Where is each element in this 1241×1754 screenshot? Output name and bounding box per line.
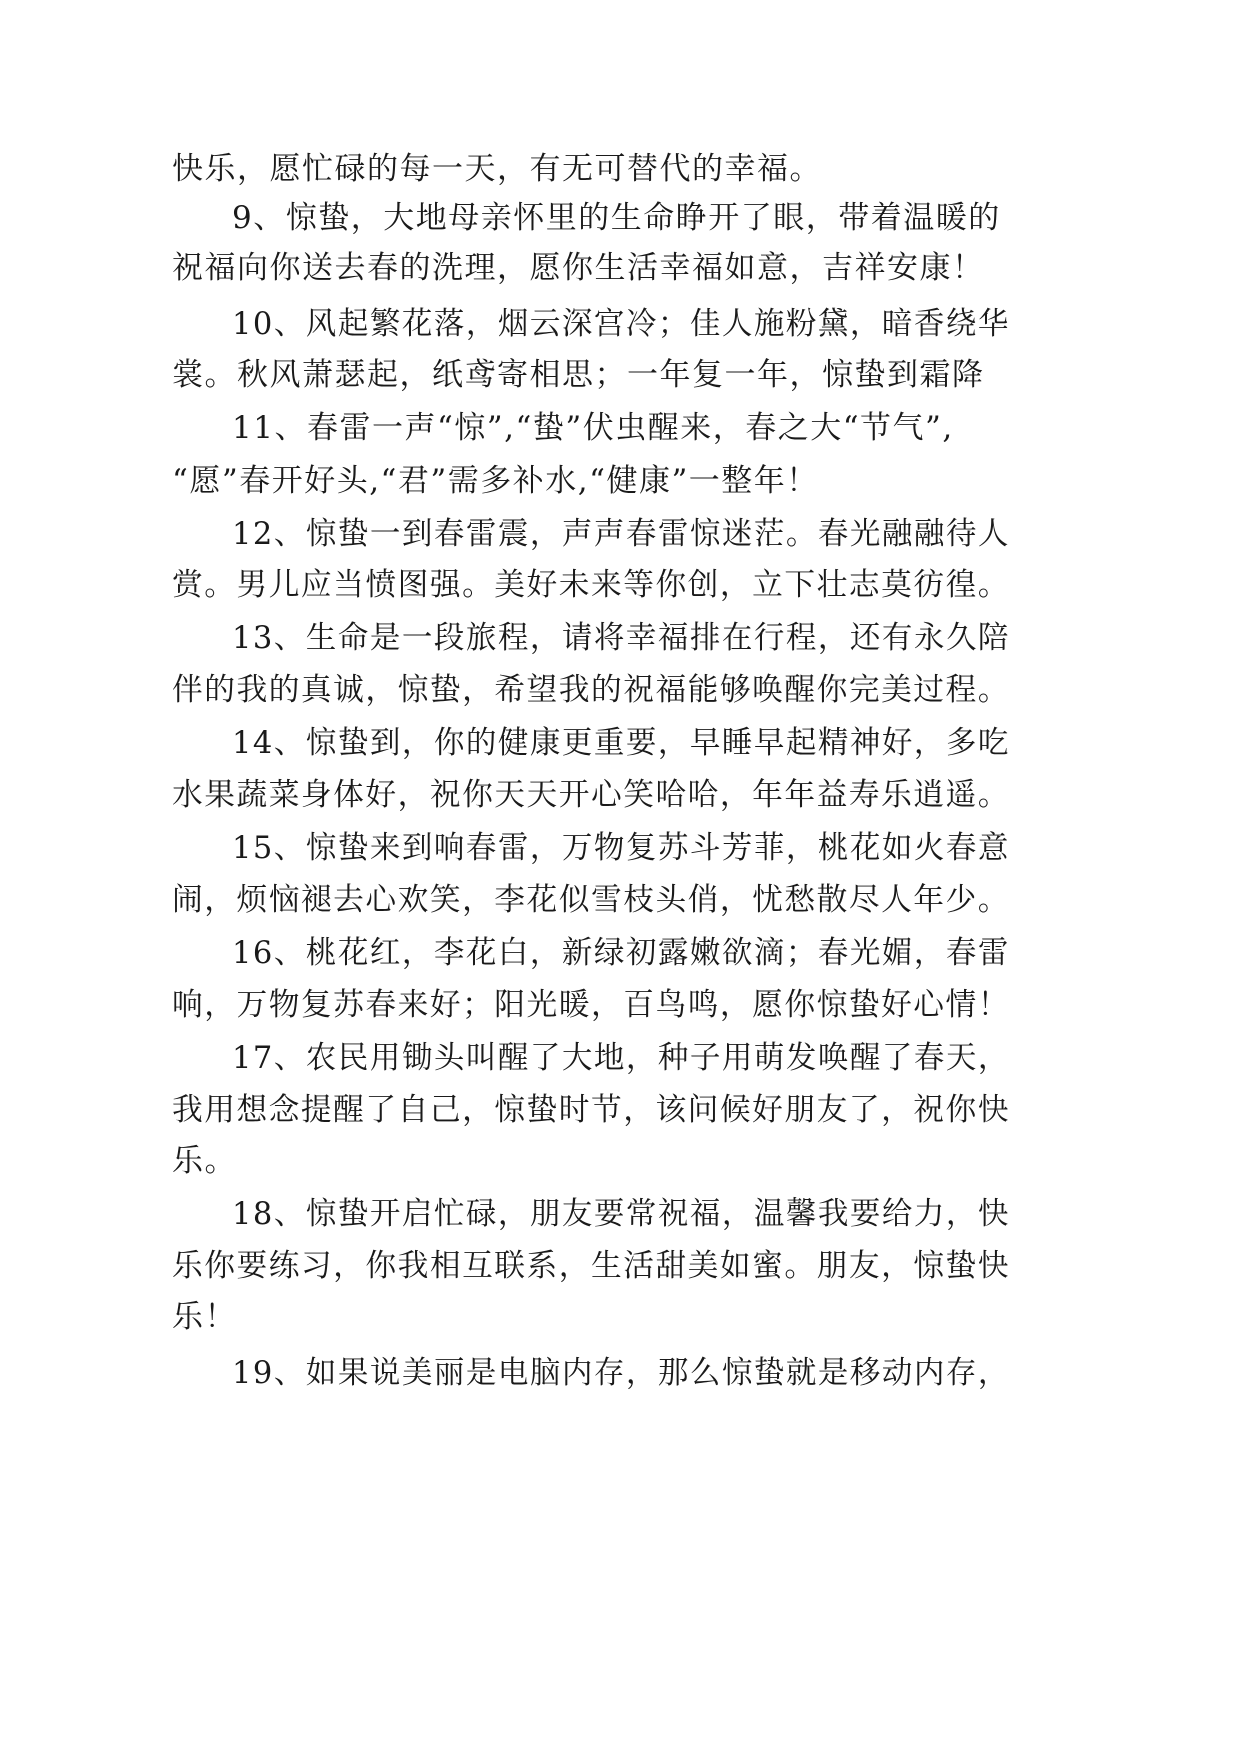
text-line: 13、生命是一段旅程，请将幸福排在行程，还有永久陪 bbox=[232, 620, 1010, 656]
text-line: 祝福向你送去春的洗理，愿你生活幸福如意，吉祥安康！ bbox=[172, 250, 985, 286]
text-line: 16、桃花红，李花白，新绿初露嫩欲滴；春光媚，春雷 bbox=[232, 935, 1010, 971]
text-line: 伴的我的真诚，惊蛰，希望我的祝福能够唤醒你完美过程。 bbox=[172, 672, 1010, 708]
text-line: 赏。男儿应当愤图强。美好未来等你创，立下壮志莫彷徨。 bbox=[172, 567, 1010, 603]
text-line: 11、春雷一声“惊”,“蛰”伏虫醒来，春之大“节气”, bbox=[232, 410, 954, 446]
text-line: 14、惊蛰到，你的健康更重要，早睡早起精神好，多吃 bbox=[232, 725, 1010, 761]
text-line: “愿”春开好头,“君”需多补水,“健康”一整年！ bbox=[172, 463, 819, 499]
text-line: 我用想念提醒了自己，惊蛰时节，该问候好朋友了，祝你快 bbox=[172, 1092, 1010, 1128]
text-line: 15、惊蛰来到响春雷，万物复苏斗芳菲，桃花如火春意 bbox=[232, 830, 1010, 866]
text-line: 裳。秋风萧瑟起，纸鸢寄相思；一年复一年，惊蛰到霜降 bbox=[172, 357, 985, 393]
text-line: 12、惊蛰一到春雷震，声声春雷惊迷茫。春光融融待人 bbox=[232, 516, 1010, 552]
text-line: 闹，烦恼褪去心欢笑，李花似雪枝头俏，忧愁散尽人年少。 bbox=[172, 882, 1010, 918]
text-line: 17、农民用锄头叫醒了大地，种子用萌发唤醒了春天， bbox=[232, 1040, 1010, 1076]
text-line: 乐你要练习，你我相互联系，生活甜美如蜜。朋友，惊蛰快 bbox=[172, 1248, 1010, 1284]
text-line: 快乐，愿忙碌的每一天，有无可替代的幸福。 bbox=[172, 151, 822, 187]
text-line: 19、如果说美丽是电脑内存，那么惊蛰就是移动内存， bbox=[232, 1355, 1010, 1391]
text-line: 18、惊蛰开启忙碌，朋友要常祝福，温馨我要给力，快 bbox=[232, 1196, 1010, 1232]
text-line: 响，万物复苏春来好；阳光暖，百鸟鸣，愿你惊蛰好心情！ bbox=[172, 987, 1010, 1023]
text-line: 水果蔬菜身体好，祝你天天开心笑哈哈，年年益寿乐逍遥。 bbox=[172, 777, 1010, 813]
text-line: 乐！ bbox=[172, 1299, 237, 1335]
text-line: 10、风起繁花落，烟云深宫冷；佳人施粉黛，暗香绕华 bbox=[232, 306, 1010, 342]
text-line: 乐。 bbox=[172, 1143, 237, 1179]
text-line: 9、惊蛰，大地母亲怀里的生命睁开了眼，带着温暖的 bbox=[232, 200, 1001, 236]
